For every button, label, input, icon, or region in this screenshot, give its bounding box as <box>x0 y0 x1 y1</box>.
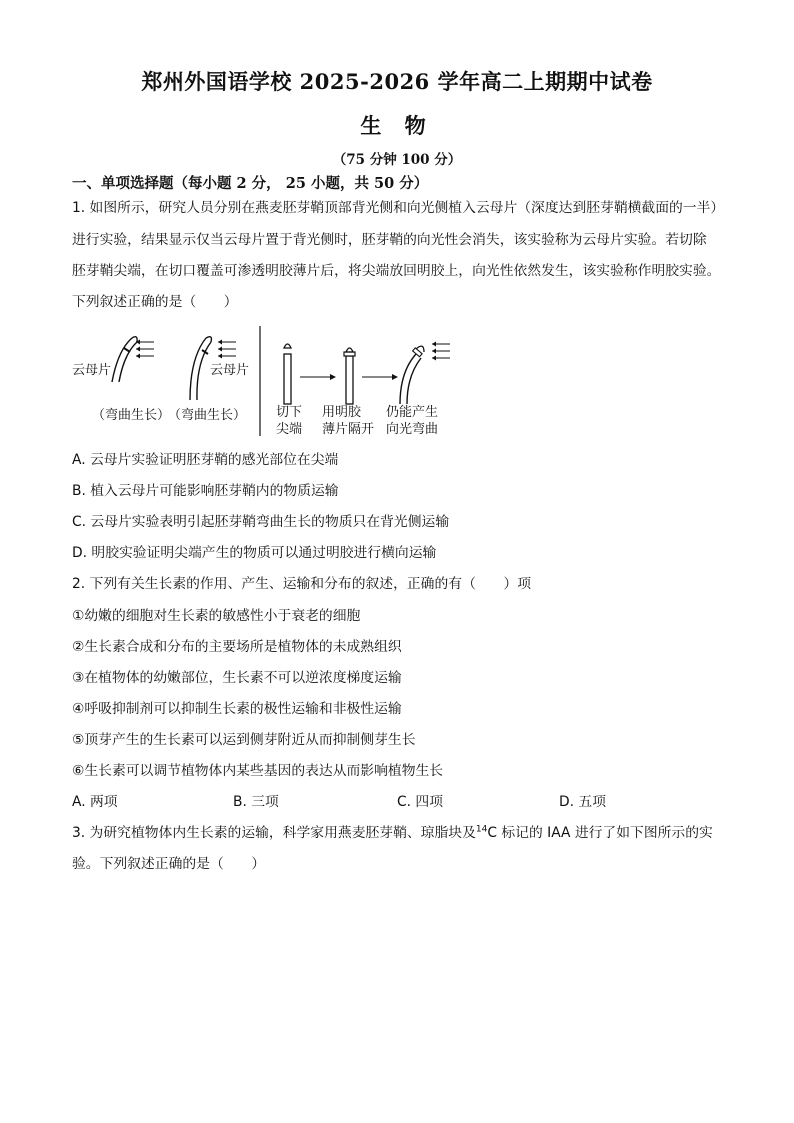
mica-sheet-1 <box>124 348 130 352</box>
q2-option-c: C. 四项 <box>397 794 443 810</box>
coleoptile-bent-2 <box>190 337 211 400</box>
q1-stem-line: 进行实验，结果显示仅当云母片置于背光侧时，胚芽鞘的向光性会消失，该实验称为云母片实验。若切除 <box>72 232 707 248</box>
step2-label-line2: 薄片隔开 <box>322 422 375 437</box>
time-score-info: （75 分钟 100 分） <box>332 152 462 168</box>
mica-label-1: 云母片 <box>72 363 112 378</box>
exam-title: 郑州外国语学校 2025-2026 学年高二上期期中试卷 <box>141 69 653 94</box>
step3-label-line2: 向光弯曲 <box>386 422 439 437</box>
step1-label-line2: 尖端 <box>276 422 303 437</box>
light-arrows-1 <box>136 340 154 359</box>
q3-isotope-superscript: 14 <box>475 824 488 835</box>
q2-item: ④呼吸抑制剂可以抑制生长素的极性运输和非极性运输 <box>72 701 402 717</box>
q2-item: ③在植物体的幼嫩部位，生长素不可以逆浓度梯度运输 <box>72 670 402 686</box>
q1-stem-line: 下列叙述正确的是（ ） <box>72 294 238 310</box>
q2-item: ①幼嫩的细胞对生长素的敏感性小于衰老的细胞 <box>72 608 361 624</box>
q2-item: ⑤顶芽产生的生长素可以运到侧芽附近从而抑制侧芽生长 <box>72 732 416 748</box>
q2-option-d: D. 五项 <box>559 794 606 810</box>
light-arrows-3 <box>432 342 450 361</box>
q1-experiment-figure <box>72 324 462 442</box>
coleoptile-bending <box>400 346 424 404</box>
q1-option-d: D. 明胶实验证明尖端产生的物质可以通过明胶进行横向运输 <box>72 545 437 561</box>
step3-label-line1: 仍能产生 <box>386 405 439 420</box>
q2-stem: 2. 下列有关生长素的作用、产生、运输和分布的叙述，正确的有（ ）项 <box>72 576 532 592</box>
mica-label-2: 云母片 <box>210 363 250 378</box>
q3-stem-line1 <box>72 823 713 843</box>
subject-title: 生 物 <box>360 113 434 138</box>
q2-option-b: B. 三项 <box>233 794 279 810</box>
q1-option-b: B. 植入云母片可能影响胚芽鞘内的物质运输 <box>72 483 339 499</box>
q2-option-a: A. 两项 <box>72 794 118 810</box>
step2-label-line1: 用明胶 <box>322 405 362 420</box>
coleoptile-gelatin <box>344 348 355 404</box>
q2-item: ⑥生长素可以调节植物体内某些基因的表达从而影响植物生长 <box>72 763 444 779</box>
q3-stem-line2: 验。下列叙述正确的是（ ） <box>72 856 266 872</box>
q1-stem-line: 1. 如图所示，研究人员分别在燕麦胚芽鞘顶部背光侧和向光侧植入云母片（深度达到胚芽鞘横截面的一半） <box>72 200 725 216</box>
q1-option-c: C. 云母片实验表明引起胚芽鞘弯曲生长的物质只在背光侧运输 <box>72 514 450 530</box>
q2-item: ②生长素合成和分布的主要场所是植物体的未成熟组织 <box>72 639 402 655</box>
coleoptile-bent-1 <box>112 337 137 382</box>
section-heading: 一、单项选择题（每小题 2 分， 25 小题，共 50 分） <box>72 175 429 192</box>
q3-stem-post: C 标记的 IAA 进行了如下图所示的实 <box>487 825 713 841</box>
curve-growth-label-1: （弯曲生长） <box>92 408 171 423</box>
curve-growth-label-2: （弯曲生长） <box>168 408 247 423</box>
light-arrows-2 <box>218 340 236 359</box>
q1-option-a: A. 云母片实验证明胚芽鞘的感光部位在尖端 <box>72 452 339 468</box>
q3-stem-pre: 3. 为研究植物体内生长素的运输，科学家用燕麦胚芽鞘、琼脂块及 <box>72 825 476 841</box>
coleoptile-cut-tip <box>284 344 291 404</box>
step1-label-line1: 切下 <box>276 405 303 420</box>
q1-stem-line: 胚芽鞘尖端，在切口覆盖可渗透明胶薄片后，将尖端放回明胶上，向光性依然发生，该实验称作明胶实验。 <box>72 263 721 279</box>
